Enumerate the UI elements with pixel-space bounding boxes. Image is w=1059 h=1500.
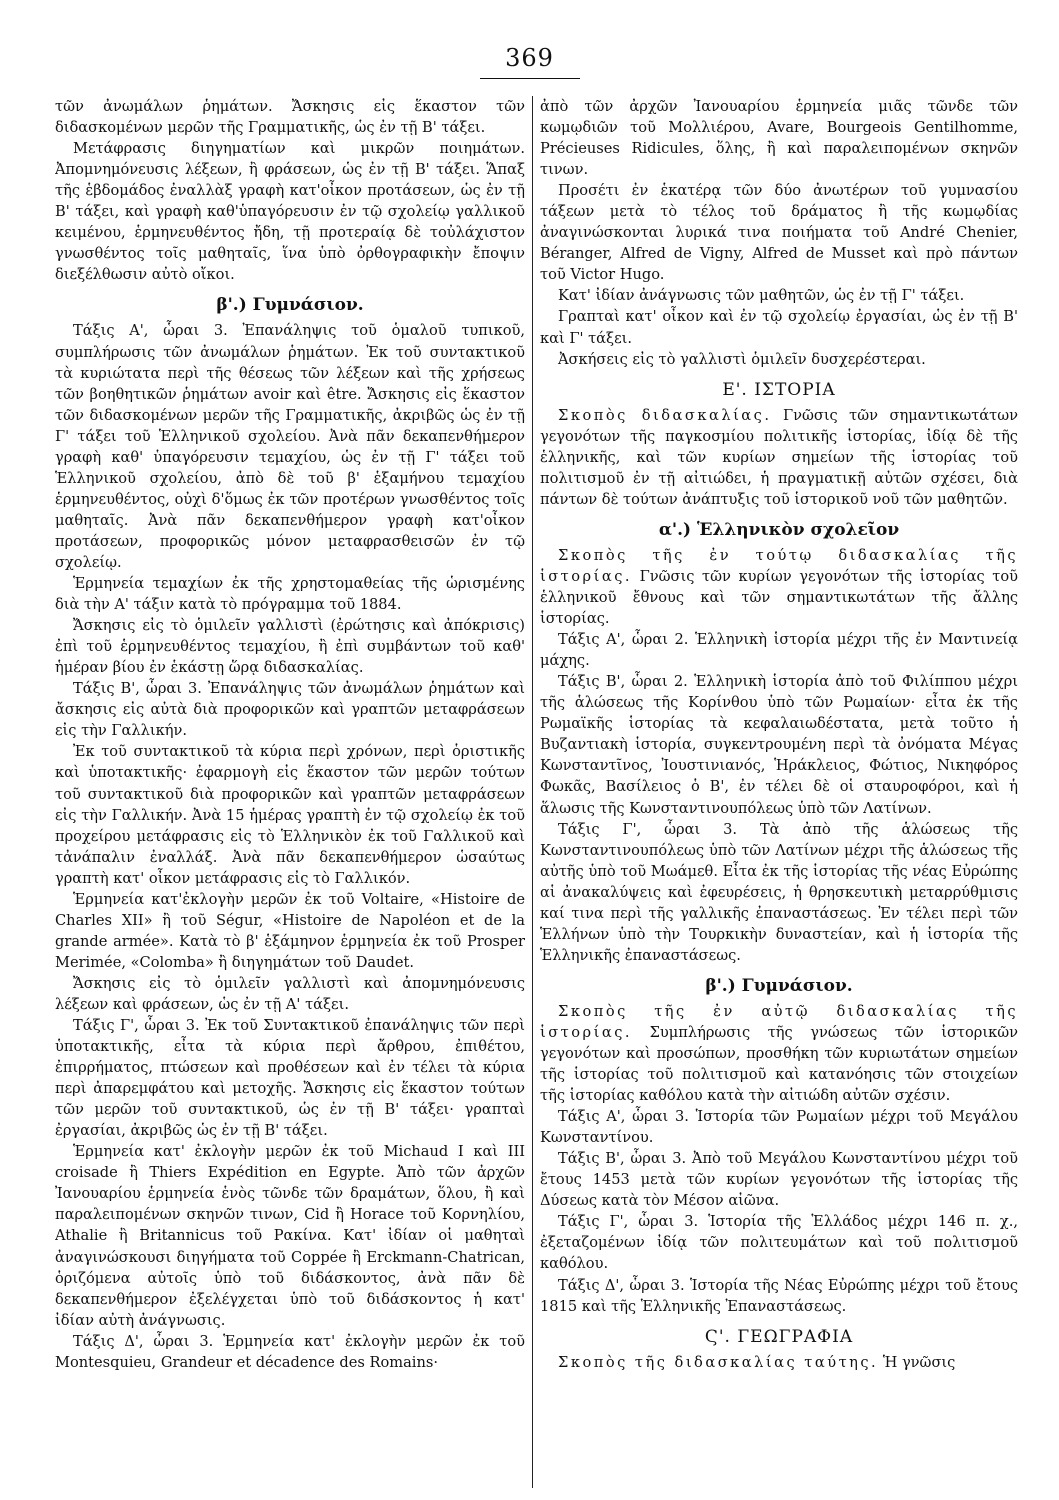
paragraph: ἀπὸ τῶν ἀρχῶν Ἰανουαρίου ἑρμηνεία μιᾶς τῶνδε τῶν κωμῳδιῶν τοῦ Μολλιέρου, Avare, Bourgeois Gentilhomme, Précieuses Ridicules, ὅλης, ἢ καὶ παραλειπομένων σκηνῶν τινων. [540,98,1018,179]
aim-label: Σκοπὸς τῆς ἐν τούτῳ διδασκαλίας τῆς ἱστορίας. [540,546,1018,585]
paragraph: τῶν ἀνωμάλων ῥημάτων. Ἄσκησις εἰς ἕκαστον τῶν διδασκομένων μερῶν τῆς Γραμματικῆς, ὡς ἐν τῇ Β' τάξει. [55,98,525,137]
section-heading-hellenic-school: α'.) Ἑλληνικὸν σχολεῖον [658,519,900,540]
paragraph [540,405,1018,510]
paragraph: Τάξις Δ', ὧραι 3. Ἱστορία τῆς Νέας Εὐρώπης μέχρι τοῦ ἔτους 1815 καὶ τῆς Ἑλληνικῆς Ἐπαναστάσεως. [540,1276,1018,1315]
paragraph: Κατ' ἰδίαν ἀνάγνωσις τῶν μαθητῶν, ὡς ἐν τῇ Γ' τάξει. [558,287,965,305]
paragraph: Μετάφρασις διηγηματίων καὶ μικρῶν ποιημάτων. Ἀπομνημόνευσις λέξεων, ἢ φράσεων, ὡς ἐν τῇ Β' τάξει. Ἅπαξ τῆς ἑβδομάδος ἐναλλὰξ γραφὴ κατ'οἶκον προτάσεων, ὡς ἐν τῇ Β' τάξει, καὶ γραφὴ καθ'ὑπαγόρευσιν ἐν τῷ σχολείῳ γαλλικοῦ κειμένου, ἑρμηνευθέντος ἤδη, τῇ προτεραίᾳ δὲ τοὐλάχιστον γνωσθέντος τοῖς μαθηταῖς, ἵνα ὑπὸ ὀρθογραφικὴν ἔποψιν διεξέλθωσιν αὐτὸ οἴκοι. [55,140,525,284]
paragraph [540,1001,1018,1106]
paragraph: Τάξις Β', ὧραι 3. Ἀπὸ τοῦ Μεγάλου Κωνσταντίνου μέχρι τοῦ ἔτους 1453 μετὰ τῶν κυρίων γεγονότων τῆς ἱστορίας τῆς Δύσεως κατὰ τὸν Μέσον αἰῶνα. [540,1150,1018,1210]
aim-label: Σκοπὸς τῆς διδασκαλίας ταύτης. [558,1353,879,1371]
header-rule [480,78,580,79]
paragraph: Τάξις Α', ὧραι 3. Ἐπανάληψις τοῦ ὁμαλοῦ τυπικοῦ, συμπλήρωσις τῶν ἀνωμάλων ῥημάτων. Ἐκ τοῦ συντακτικοῦ τὰ κυριώτατα περὶ τῆς θέσεως τῶν λέξεων καὶ τῆς χρήσεως τῶν βοηθητικῶν ῥημάτων avoir καὶ être. Ἄσκησις εἰς ἕκαστον τῶν διδασκομένων μερῶν τῆς Γραμματικῆς, ἀκριβῶς ὡς ἐν τῇ Γ' τάξει τοῦ Ἑλληνικοῦ σχολείου. Ἀνὰ πᾶν δεκαπενθήμερον γραφὴ καθ' ὑπαγόρευσιν τεμαχίου, ὡς ἐν τῇ Γ' τάξει τοῦ Ἑλληνικοῦ σχολείου, ἀπὸ δὲ τοῦ β' ἑξαμήνου τεμαχίου ἑρμηνευθέντος, οὐχὶ δ'ὅμως ἐκ τῶν προτέρων γνωσθέντος τοῖς μαθηταῖς. Ἀνὰ πᾶν δεκαπενθήμερον γραφὴ κατ'οἶκον προτάσεων, προφορικῶς μόνον μεταφρασθεισῶν ἐν τῷ σχολείῳ. [55,322,525,571]
aim-text: Συμπλήρωσις τῆς γνώσεως τῶν ἱστορικῶν γεγονότων καὶ προσώπων, προσθήκη τῶν κυριωτάτων σημείων τῆς ἱστορίας τοῦ πολιτισμοῦ καὶ κατανόησις τῶν στοιχείων τῆς ἱστορίας καθόλου κατὰ τὴν αἰτιώδη αὐτῶν σχέσιν. [540,1023,1018,1105]
right-column [540,96,1018,1491]
section-heading-gymnasium: β'.) Γυμνάσιον. [705,975,853,996]
column-divider [532,96,533,1488]
paragraph: Ἑρμηνεία κατ'ἐκλογὴν μερῶν ἐκ τοῦ Voltaire, «Histoire de Charles XII» ἢ τοῦ Ségur, «Histoire de Napoléon et de la grande armée». Κατὰ τὸ β' ἑξάμηνον ἑρμηνεία ἐκ τοῦ Prosper Merimée, «Colomba» ἢ διηγημάτων τοῦ Daudet. [55,890,525,971]
paragraph: Τάξις Γ', ὧραι 3. Ἐκ τοῦ Συντακτικοῦ ἐπανάληψις τῶν περὶ ὑποτακτικῆς, εἶτα τὰ κύρια περὶ ἄρθρου, ἐπιθέτου, ἐπιρρήματος, πτώσεων καὶ προθέσεων καὶ ἐν τέλει τὰ κύρια περὶ ἀπαρεμφάτου καὶ μετοχῆς. Ἄσκησις εἰς ἕκαστον τούτων τῶν μερῶν τοῦ συντακτικοῦ, ὡς ἐν τῇ Β' τάξει· γραπταὶ ἐργασίαι, ἀκριβῶς ὡς ἐν τῇ Β' τάξει. [55,1017,525,1140]
paragraph: Ἄσκησις εἰς τὸ ὁμιλεῖν γαλλιστὶ (ἐρώτησις καὶ ἀπόκρισις) ἐπὶ τοῦ ἑρμηνευθέντος τεμαχίου, ἢ ἐπὶ συμβάντων τοῦ καθ' ἡμέραν βίου ἐν ἑκάστῃ ὥρᾳ διδασκαλίας. [55,617,525,677]
paragraph: Τάξις Α', ὧραι 2. Ἑλληνικὴ ἱστορία μέχρι τῆς ἐν Μαντινείᾳ μάχης. [540,631,1018,670]
paragraph: Τάξις Γ', ὧραι 3. Ἱστορία τῆς Ἑλλάδος μέχρι 146 π. χ., ἐξεταζομένων ἰδίᾳ τῶν πολιτευμάτων καὶ τοῦ πολιτισμοῦ καθόλου. [540,1213,1018,1273]
aim-text: Γνῶσις τῶν σημαντικωτάτων γεγονότων τῆς παγκοσμίου πολιτικῆς ἱστορίας, ἰδίᾳ δὲ τῆς ἑλληνικῆς, καὶ τῶν κυρίων σημείων τῆς ἱστορίας τοῦ πολιτισμοῦ ἐν τῇ αἰτιώδει, ἡ πραγματικῇ αὐτῶν σχέσει, διὰ πάντων δὲ τούτων ἀνάπτυξις τοῦ ἱστορικοῦ νοῦ τῶν μαθητῶν. [540,406,1018,508]
section-heading-gymnasium: β'.) Γυμνάσιον. [216,295,364,316]
paragraph: Ἑρμηνεία τεμαχίων ἐκ τῆς χρηστομαθείας τῆς ὡρισμένης διὰ τὴν Α' τάξιν κατὰ τὸ πρόγραμμα τοῦ 1884. [55,575,525,614]
paragraph: Γραπταὶ κατ' οἶκον καὶ ἐν τῷ σχολείῳ ἐργασίαι, ὡς ἐν τῇ Β' καὶ Γ' τάξει. [540,308,1018,347]
paragraph: Ἀσκήσεις εἰς τὸ γαλλιστὶ ὁμιλεῖν δυσχερέστεραι. [558,350,926,368]
paragraph: Ἑρμηνεία κατ' ἐκλογὴν μερῶν ἐκ τοῦ Michaud I καὶ III croisade ἢ Thiers Expédition en Egypte. Ἀπὸ τῶν ἀρχῶν Ἰανουαρίου ἑρμηνεία ἑνὸς τῶνδε τῶν δραμάτων, ὅλου, ἢ καὶ παραλειπομένων σκηνῶν τινων, Cid ἢ Horace τοῦ Κορνηλίου, Athalie ἢ Britannicus τοῦ Ρακίνα. Κατ' ἰδίαν οἱ μαθηταὶ ἀναγινώσκουσι διηγήματα τοῦ Coppée ἢ Erckmann-Chatrican, ὁριζόμενα αὐτοῖς ὑπὸ τοῦ διδάσκοντος, ἀνὰ πᾶν δὲ δεκαπενθήμερον ἐξελέγχεται ὑπὸ τοῦ διδάσκοντος ἡ κατ' ἰδίαν αὐτὴ ἀνάγνωσις. [55,1143,525,1329]
paragraph: Ἄσκησις εἰς τὸ ὁμιλεῖν γαλλιστὶ καὶ ἀπομνημόνευσις λέξεων καὶ φράσεων, ὡς ἐν τῇ Α' τάξει. [55,974,525,1013]
paragraph [540,1352,1018,1373]
paragraph [540,545,1018,629]
aim-text: Γνῶσις τῶν κυρίων γεγονότων τῆς ἱστορίας τοῦ ἑλληνικοῦ ἔθνους καὶ τῶν σημαντικωτάτων τῆς ἄλλης ἱστορίας. [540,567,1018,628]
paragraph: Προσέτι ἐν ἑκατέρᾳ τῶν δύο ἀνωτέρων τοῦ γυμνασίου τάξεων μετὰ τὸ τέλος τοῦ δράματος ἢ τῆς κωμῳδίας ἀναγινώσκονται λυρικά τινα ποιήματα τοῦ André Chenier, Béranger, Alfred de Vigny, Alfred de Musset καὶ πρὸ πάντων τοῦ Victor Hugo. [540,182,1018,284]
paragraph: Ἐκ τοῦ συντακτικοῦ τὰ κύρια περὶ χρόνων, περὶ ὁριστικῆς καὶ ὑποτακτικῆς· ἐφαρμογὴ εἰς ἕκαστον τῶν μερῶν τούτων τοῦ συντακτικοῦ διὰ προφορικῶν καὶ γραπτῶν μεταφράσεων εἰς τὴν Γαλλικήν. Ἀνὰ 15 ἡμέρας γραπτὴ ἐν τῷ σχολείῳ ἐκ τοῦ προχείρου μετάφρασις εἰς τὸ Ἑλληνικὸν ἐκ τοῦ Γαλλικοῦ καὶ τἀνάπαλιν ἐναλλάξ. Ἀνὰ πᾶν δεκαπενθήμερον ὡσαύτως γραπτὴ κατ' οἶκον μετάφρασις εἰς τὸ Γαλλικόν. [55,743,525,887]
aim-text: Ἡ γνῶσις [882,1353,956,1371]
left-column [55,96,525,1491]
paragraph: Τάξις Β', ὧραι 2. Ἑλληνικὴ ἱστορία ἀπὸ τοῦ Φιλίππου μέχρι τῆς ἁλώσεως τῆς Κορίνθου ὑπὸ τῶν Ρωμαίων· εἶτα ἐκ τῆς Ρωμαϊκῆς ἱστορίας τὰ κεφαλαιωδέστατα, μετὰ τοῦτο ἡ Βυζαντιακὴ ἱστορία, συγκεντρουμένη περὶ τὰ ὀνόματα Μέγας Κωνσταντῖνος, Ἰουστινιανός, Ἡράκλειος, Φώτιος, Νικηφόρος Φωκᾶς, Βασίλειος ὁ Β', ἐν τέλει δὲ οἱ σταυροφόροι, καὶ ἡ ἅλωσις τῆς Κωνσταντινουπόλεως ὑπὸ τῶν Λατίνων. [540,673,1018,817]
section-heading-history: Ε'. ΙΣΤΟΡΙΑ [722,379,836,400]
paragraph: Τάξις Δ', ὧραι 3. Ἑρμηνεία κατ' ἐκλογὴν μερῶν ἐκ τοῦ Montesquieu, Grandeur et décadence des Romains· [55,1332,525,1371]
page-number: 369 [505,44,554,72]
aim-label: Σκοπὸς διδασκαλίας. [558,406,772,424]
section-heading-geography: Ϛ'. ΓΕΩΓΡΑΦΙΑ [704,1326,854,1347]
paragraph: Τάξις Α', ὧραι 3. Ἱστορία τῶν Ρωμαίων μέχρι τοῦ Μεγάλου Κωνσταντίνου. [540,1108,1018,1147]
aim-label: Σκοπὸς τῆς ἐν αὐτῷ διδασκαλίας τῆς ἱστορίας. [540,1002,1018,1041]
paragraph: Τάξις Β', ὧραι 3. Ἐπανάληψις τῶν ἀνωμάλων ῥημάτων καὶ ἄσκησις εἰς αὐτὰ διὰ προφορικῶν καὶ γραπτῶν μεταφράσεων εἰς τὴν Γαλλικήν. [55,680,525,740]
paragraph: Τάξις Γ', ὧραι 3. Τὰ ἀπὸ τῆς ἁλώσεως τῆς Κωνσταντινουπόλεως ὑπὸ τῶν Λατίνων μέχρι τῆς ἁλώσεως τῆς αὐτῆς ὑπὸ τοῦ Μωάμεθ. Εἶτα ἐκ τῆς ἱστορίας τῆς νέας Εὐρώπης αἱ ἀνακαλύψεις καὶ ἐφευρέσεις, ἡ θρησκευτικὴ μεταρρύθμισις καί τινα περὶ τῆς γαλλικῆς ἐπαναστάσεως. Ἐν τέλει περὶ τῶν Ἑλλήνων ὑπὸ τὴν Τουρκικὴν δυναστείαν, καὶ ἡ ἱστορία τῆς Ἑλληνικῆς ἐπαναστάσεως. [540,820,1018,964]
